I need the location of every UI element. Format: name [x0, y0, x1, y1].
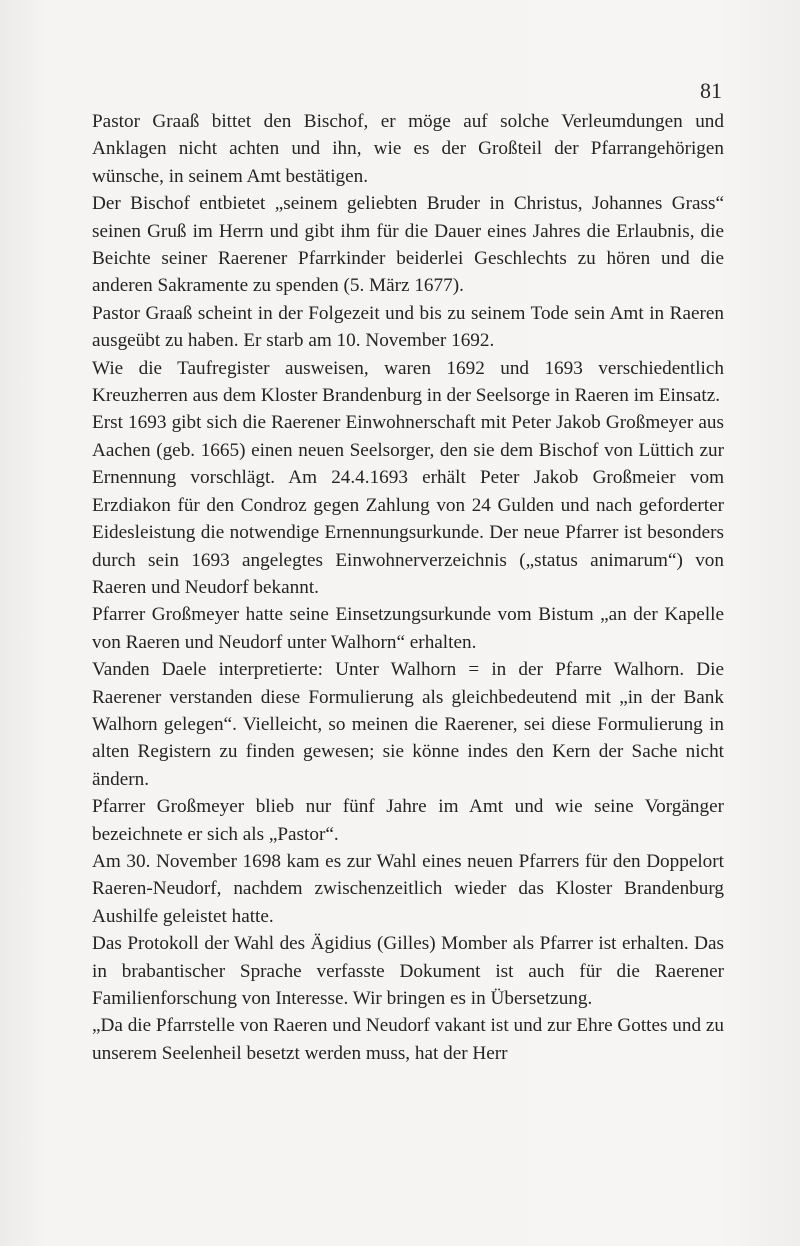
paragraph-8: Pfarrer Großmeyer blieb nur fünf Jahre im Amt und wie seine Vorgänger bezeichnete er sich als „Pastor“.	[92, 796, 724, 845]
paragraph-10: Das Protokoll der Wahl des Ägidius (Gilles) Momber als Pfarrer ist erhalten. Das in brabantischer Sprache verfasste Dokument ist auch für die Raerener Familienforschung von Interesse. Wir bringen es in Übersetzung.	[92, 933, 724, 1009]
paragraph-6: Pfarrer Großmeyer hatte seine Einsetzungsurkunde vom Bistum „an der Kapelle von Raeren und Neudorf unter Walhorn“ erhalten.	[92, 604, 724, 653]
paragraph-9: Am 30. November 1698 kam es zur Wahl eines neuen Pfarrers für den Doppelort Raeren-Neudorf, nachdem zwischenzeitlich wieder das Kloster Brandenburg Aushilfe geleistet hatte.	[92, 850, 724, 927]
paragraph-5: Erst 1693 gibt sich die Raerener Einwohnerschaft mit Peter Jakob Großmeyer aus Aachen (geb. 1665) einen neuen Seelsorger, den sie dem Bischof von Lüttich zur Ernennung vorschlägt. Am 24.4.1693 erhält Peter Jakob Großmeier vom Erzdiakon für den Condroz gegen Zahlung von 24 Gulden und nach geforderter Eidesleistung die notwendige Ernennungsurkunde. Der neue Pfarrer ist besonders durch sein 1693 angelegtes Einwohnerverzeichnis („status animarum“) von Raeren und Neudorf bekannt.	[92, 412, 724, 598]
paragraph-1: Pastor Graaß bittet den Bischof, er möge auf solche Verleumdungen und Anklagen nicht achten und ihn, wie es der Großteil der Pfarrangehörigen wünsche, in seinem Amt bestätigen.	[92, 111, 724, 187]
paragraph-3: Pastor Graaß scheint in der Folgezeit und bis zu seinem Tode sein Amt in Raeren ausgeübt zu haben. Er starb am 10. November 1692.	[92, 302, 724, 352]
body-text	[92, 108, 724, 1067]
paragraph-11: „Da die Pfarrstelle von Raeren und Neudorf vakant ist und zur Ehre Gottes und zu unserem Seelenheil besetzt werden muss, hat der Herr	[92, 1015, 724, 1064]
page-number: 81	[700, 78, 722, 103]
paragraph-2: Der Bischof entbietet „seinem geliebten Bruder in Christus, Johannes Grass“ seinen Gruß im Herrn und gibt ihm für die Dauer eines Jahres die Erlaubnis, die Beichte seiner Raerener Pfarrkinder beiderlei Geschlechts zu hören und die anderen Sakramente zu spenden (5. März 1677).	[92, 193, 724, 297]
paragraph-7: Vanden Daele interpretierte: Unter Walhorn = in der Pfarre Walhorn. Die Raerener verstanden diese Formulierung als gleichbedeutend mit „in der Bank Walhorn gelegen“. Vielleicht, so meinen die Raerener, sei diese Formulierung in alten Registern zu finden gewesen; sie könne indes den Kern der Sache nicht ändern.	[92, 659, 724, 790]
paragraph-4: Wie die Taufregister ausweisen, waren 1692 und 1693 verschiedentlich Kreuzherren aus dem Kloster Brandenburg in der Seelsorge in Raeren im Einsatz.	[92, 357, 724, 407]
